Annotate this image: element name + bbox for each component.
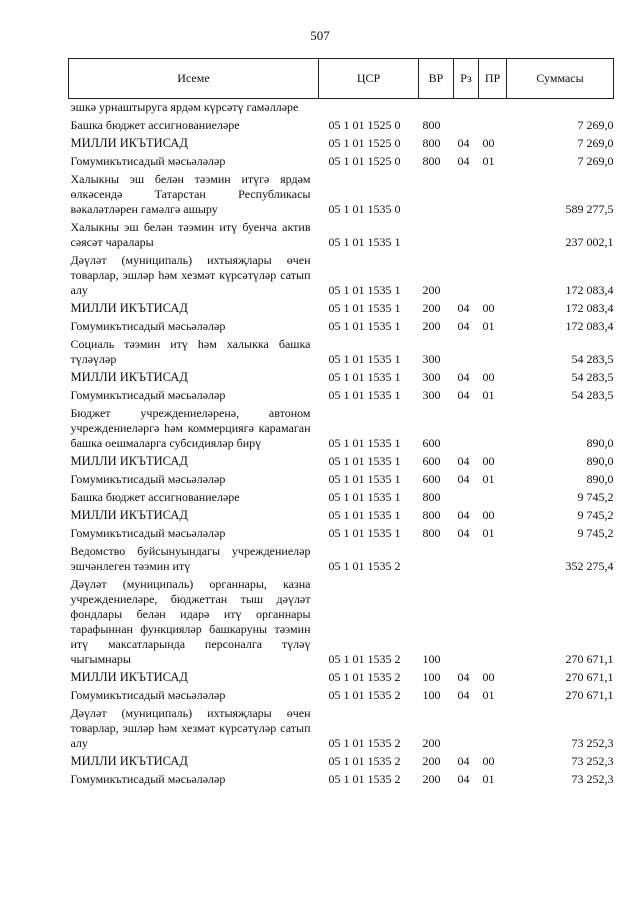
row-csr: 05 1 01 1535 2: [328, 652, 401, 666]
row-csr: 05 1 01 1535 2: [328, 688, 401, 702]
row-sum: 890,0: [586, 436, 614, 450]
row-name: МИЛЛИ ИКЪТИСАД: [70, 454, 188, 468]
row-rz: 04: [457, 154, 470, 168]
row-rz: 04: [457, 754, 470, 768]
row-name: Гомумикътисадый мәсьәләләр: [70, 772, 226, 786]
row-sum: 589 277,5: [565, 202, 614, 216]
row-sum: 270 671,1: [565, 670, 614, 684]
row-rz: [454, 219, 479, 252]
table-row: [69, 576, 614, 669]
row-sum: 7 269,0: [577, 154, 614, 168]
row-name: Дәүләт (муниципаль) ихтыяҗлары өчен товарлар, эшләр һәм хезмәт күрсәтүләр сатып алу: [70, 706, 311, 750]
row-pr: [479, 405, 507, 453]
row-pr: 00: [482, 670, 495, 684]
row-pr: 01: [482, 472, 495, 486]
row-csr: [319, 99, 419, 118]
page-number: 507: [310, 28, 330, 43]
row-name: МИЛЛИ ИКЪТИСАД: [70, 136, 188, 150]
row-vr: 800: [422, 154, 441, 168]
row-csr: 05 1 01 1535 2: [328, 772, 401, 786]
table-row: [69, 300, 614, 318]
row-pr: [479, 117, 507, 135]
table-row: [69, 219, 614, 252]
row-csr: 05 1 01 1525 0: [328, 136, 401, 150]
row-name: Гомумикътисадый мәсьәләләр: [70, 319, 226, 333]
table-row: [69, 117, 614, 135]
row-csr: 05 1 01 1535 2: [328, 754, 401, 768]
row-rz: 04: [457, 388, 470, 402]
table-row: [69, 153, 614, 171]
row-sum: 890,0: [586, 454, 614, 468]
table-row: [69, 453, 614, 471]
row-rz: 04: [457, 688, 470, 702]
table-row: [69, 687, 614, 705]
row-sum: 890,0: [586, 472, 614, 486]
row-rz: 04: [457, 508, 470, 522]
row-vr: 800: [422, 118, 441, 132]
row-name: Халыкны эш белән тәэмин итү буенча актив сәясәт чаралары: [70, 220, 311, 249]
row-vr: 200: [422, 319, 441, 333]
row-rz: 04: [457, 319, 470, 333]
table-row: [69, 135, 614, 153]
row-rz: [454, 99, 479, 118]
row-name: Бюджет учреждениеләренә, автоном учреждениеләргә һәм коммерциягә карамаган башка оешмаларга субсидияләр бирү: [70, 406, 311, 450]
row-sum: 73 252,3: [571, 772, 614, 786]
header-name: Исеме: [69, 59, 319, 99]
table-body: [69, 99, 614, 790]
row-rz: [454, 576, 479, 669]
row-rz: [454, 252, 479, 300]
table-header: [69, 59, 614, 99]
row-csr: 05 1 01 1535 1: [328, 370, 401, 384]
row-name: Халыкны эш белән тәэмин итүгә ярдәм өлкәсендә Татарстан Республикасы вәкаләтләрен гамәлгә ашыру: [70, 172, 311, 216]
row-name: Гомумикътисадый мәсьәләләр: [70, 154, 226, 168]
row-name: МИЛЛИ ИКЪТИСАД: [70, 301, 188, 315]
row-name: Гомумикътисадый мәсьәләләр: [70, 472, 226, 486]
row-sum: 237 002,1: [565, 235, 614, 249]
row-name: МИЛЛИ ИКЪТИСАД: [70, 370, 188, 384]
table-row: [69, 771, 614, 789]
row-csr: 05 1 01 1535 1: [328, 490, 401, 504]
row-rz: 04: [457, 772, 470, 786]
table-row: [69, 525, 614, 543]
row-name: МИЛЛИ ИКЪТИСАД: [70, 670, 188, 684]
row-pr: 00: [482, 508, 495, 522]
row-pr: [479, 252, 507, 300]
budget-table: [68, 58, 614, 789]
table-row: [69, 489, 614, 507]
row-csr: 05 1 01 1525 0: [328, 154, 401, 168]
row-name: Дәүләт (муниципаль) ихтыяҗлары өчен товарлар, эшләр һәм хезмәт күрсәтүләр сатып алу: [70, 253, 311, 297]
row-pr: 01: [482, 154, 495, 168]
table-row: [69, 543, 614, 576]
row-sum: 7 269,0: [577, 136, 614, 150]
row-sum: 270 671,1: [565, 652, 614, 666]
row-csr: 05 1 01 1535 0: [328, 202, 401, 216]
row-rz: 04: [457, 670, 470, 684]
row-sum: 172 083,4: [565, 283, 614, 297]
row-vr: [419, 171, 454, 219]
row-sum: 54 283,5: [571, 352, 614, 366]
row-vr: 100: [422, 688, 441, 702]
row-rz: [454, 171, 479, 219]
row-csr: 05 1 01 1535 1: [328, 352, 401, 366]
header-vr: ВР: [419, 59, 454, 99]
row-csr: 05 1 01 1535 2: [328, 559, 401, 573]
row-vr: 200: [422, 772, 441, 786]
row-rz: [454, 705, 479, 753]
row-csr: 05 1 01 1535 1: [328, 526, 401, 540]
row-vr: 800: [422, 490, 441, 504]
row-name: эшкә урнаштыруга ярдәм күрсәтү гамәлләре: [70, 100, 299, 114]
row-name: Дәүләт (муниципаль) органнары, казна учреждениеләре, бюджеттан тыш дәүләт фондлары белән идарә итү органнары тарафыннан функцияләр башкаруны тәэмин итү максатларында персоналга түләү чыгымнары: [70, 577, 311, 666]
row-name: Гомумикътисадый мәсьәләләр: [70, 688, 226, 702]
row-csr: 05 1 01 1535 1: [328, 319, 401, 333]
row-pr: [479, 705, 507, 753]
row-pr: 00: [482, 301, 495, 315]
row-vr: 200: [422, 283, 441, 297]
row-sum: [507, 99, 614, 118]
header-pr: ПР: [479, 59, 507, 99]
row-vr: 800: [422, 136, 441, 150]
row-rz: 04: [457, 136, 470, 150]
row-sum: 9 745,2: [577, 490, 614, 504]
row-vr: 800: [422, 508, 441, 522]
table-row: [69, 507, 614, 525]
row-name: МИЛЛИ ИКЪТИСАД: [70, 754, 188, 768]
row-vr: 200: [422, 736, 441, 750]
row-vr: [419, 219, 454, 252]
row-name: МИЛЛИ ИКЪТИСАД: [70, 508, 188, 522]
row-rz: [454, 336, 479, 369]
table-row: [69, 99, 614, 118]
row-pr: 00: [482, 370, 495, 384]
table-row: [69, 387, 614, 405]
row-rz: [454, 489, 479, 507]
row-sum: 7 269,0: [577, 118, 614, 132]
row-pr: 01: [482, 388, 495, 402]
row-vr: [419, 99, 454, 118]
row-sum: 352 275,4: [565, 559, 614, 573]
table-row: [69, 705, 614, 753]
row-csr: 05 1 01 1535 1: [328, 454, 401, 468]
row-name: Башка бюджет ассигнованиеләре: [70, 118, 240, 132]
row-rz: [454, 405, 479, 453]
row-name: Гомумикътисадый мәсьәләләр: [70, 526, 226, 540]
table-row: [69, 669, 614, 687]
row-vr: 300: [422, 388, 441, 402]
row-csr: 05 1 01 1535 1: [328, 388, 401, 402]
row-csr: 05 1 01 1535 1: [328, 436, 401, 450]
row-rz: 04: [457, 301, 470, 315]
table-row: [69, 336, 614, 369]
row-vr: 300: [422, 370, 441, 384]
header-sum: Суммасы: [507, 59, 614, 99]
row-pr: 00: [482, 136, 495, 150]
row-sum: 73 252,3: [571, 736, 614, 750]
row-pr: [479, 489, 507, 507]
row-rz: 04: [457, 454, 470, 468]
table-row: [69, 252, 614, 300]
row-pr: 00: [482, 454, 495, 468]
row-csr: 05 1 01 1535 2: [328, 736, 401, 750]
row-pr: [479, 336, 507, 369]
row-csr: 05 1 01 1525 0: [328, 118, 401, 132]
row-rz: [454, 117, 479, 135]
row-sum: 172 083,4: [565, 301, 614, 315]
row-name: Ведомство буйсынуындагы учреждениеләр эшчәнлеген тәэмин итү: [70, 544, 311, 573]
row-sum: 270 671,1: [565, 688, 614, 702]
row-name: Гомумикътисадый мәсьәләләр: [70, 388, 226, 402]
row-csr: 05 1 01 1535 1: [328, 301, 401, 315]
row-vr: 300: [422, 352, 441, 366]
row-pr: [479, 543, 507, 576]
row-vr: 100: [422, 670, 441, 684]
row-csr: 05 1 01 1535 2: [328, 670, 401, 684]
table-row: [69, 171, 614, 219]
row-sum: 9 745,2: [577, 526, 614, 540]
row-vr: 200: [422, 301, 441, 315]
row-vr: [419, 543, 454, 576]
table-row: [69, 318, 614, 336]
table-row: [69, 405, 614, 453]
row-vr: 100: [422, 652, 441, 666]
row-name: Башка бюджет ассигнованиеләре: [70, 490, 240, 504]
row-pr: 01: [482, 772, 495, 786]
row-vr: 600: [422, 436, 441, 450]
row-pr: [479, 171, 507, 219]
row-rz: [454, 543, 479, 576]
row-pr: 00: [482, 754, 495, 768]
row-rz: 04: [457, 472, 470, 486]
row-csr: 05 1 01 1535 1: [328, 472, 401, 486]
row-rz: 04: [457, 526, 470, 540]
table-row: [69, 471, 614, 489]
row-sum: 9 745,2: [577, 508, 614, 522]
row-sum: 73 252,3: [571, 754, 614, 768]
row-pr: 01: [482, 319, 495, 333]
row-name: Социаль тәэмин итү һәм халыкка башка түләүләр: [70, 337, 311, 366]
row-csr: 05 1 01 1535 1: [328, 283, 401, 297]
row-pr: 01: [482, 688, 495, 702]
row-sum: 172 083,4: [565, 319, 614, 333]
row-vr: 600: [422, 454, 441, 468]
row-pr: 01: [482, 526, 495, 540]
header-rz: Рз: [454, 59, 479, 99]
row-sum: 54 283,5: [571, 370, 614, 384]
row-pr: [479, 99, 507, 118]
table-row: [69, 369, 614, 387]
row-csr: 05 1 01 1535 1: [328, 235, 401, 249]
row-pr: [479, 576, 507, 669]
table-row: [69, 753, 614, 771]
row-pr: [479, 219, 507, 252]
row-vr: 800: [422, 526, 441, 540]
row-rz: 04: [457, 370, 470, 384]
row-vr: 200: [422, 754, 441, 768]
header-csr: ЦСР: [319, 59, 419, 99]
row-sum: 54 283,5: [571, 388, 614, 402]
row-csr: 05 1 01 1535 1: [328, 508, 401, 522]
row-vr: 600: [422, 472, 441, 486]
